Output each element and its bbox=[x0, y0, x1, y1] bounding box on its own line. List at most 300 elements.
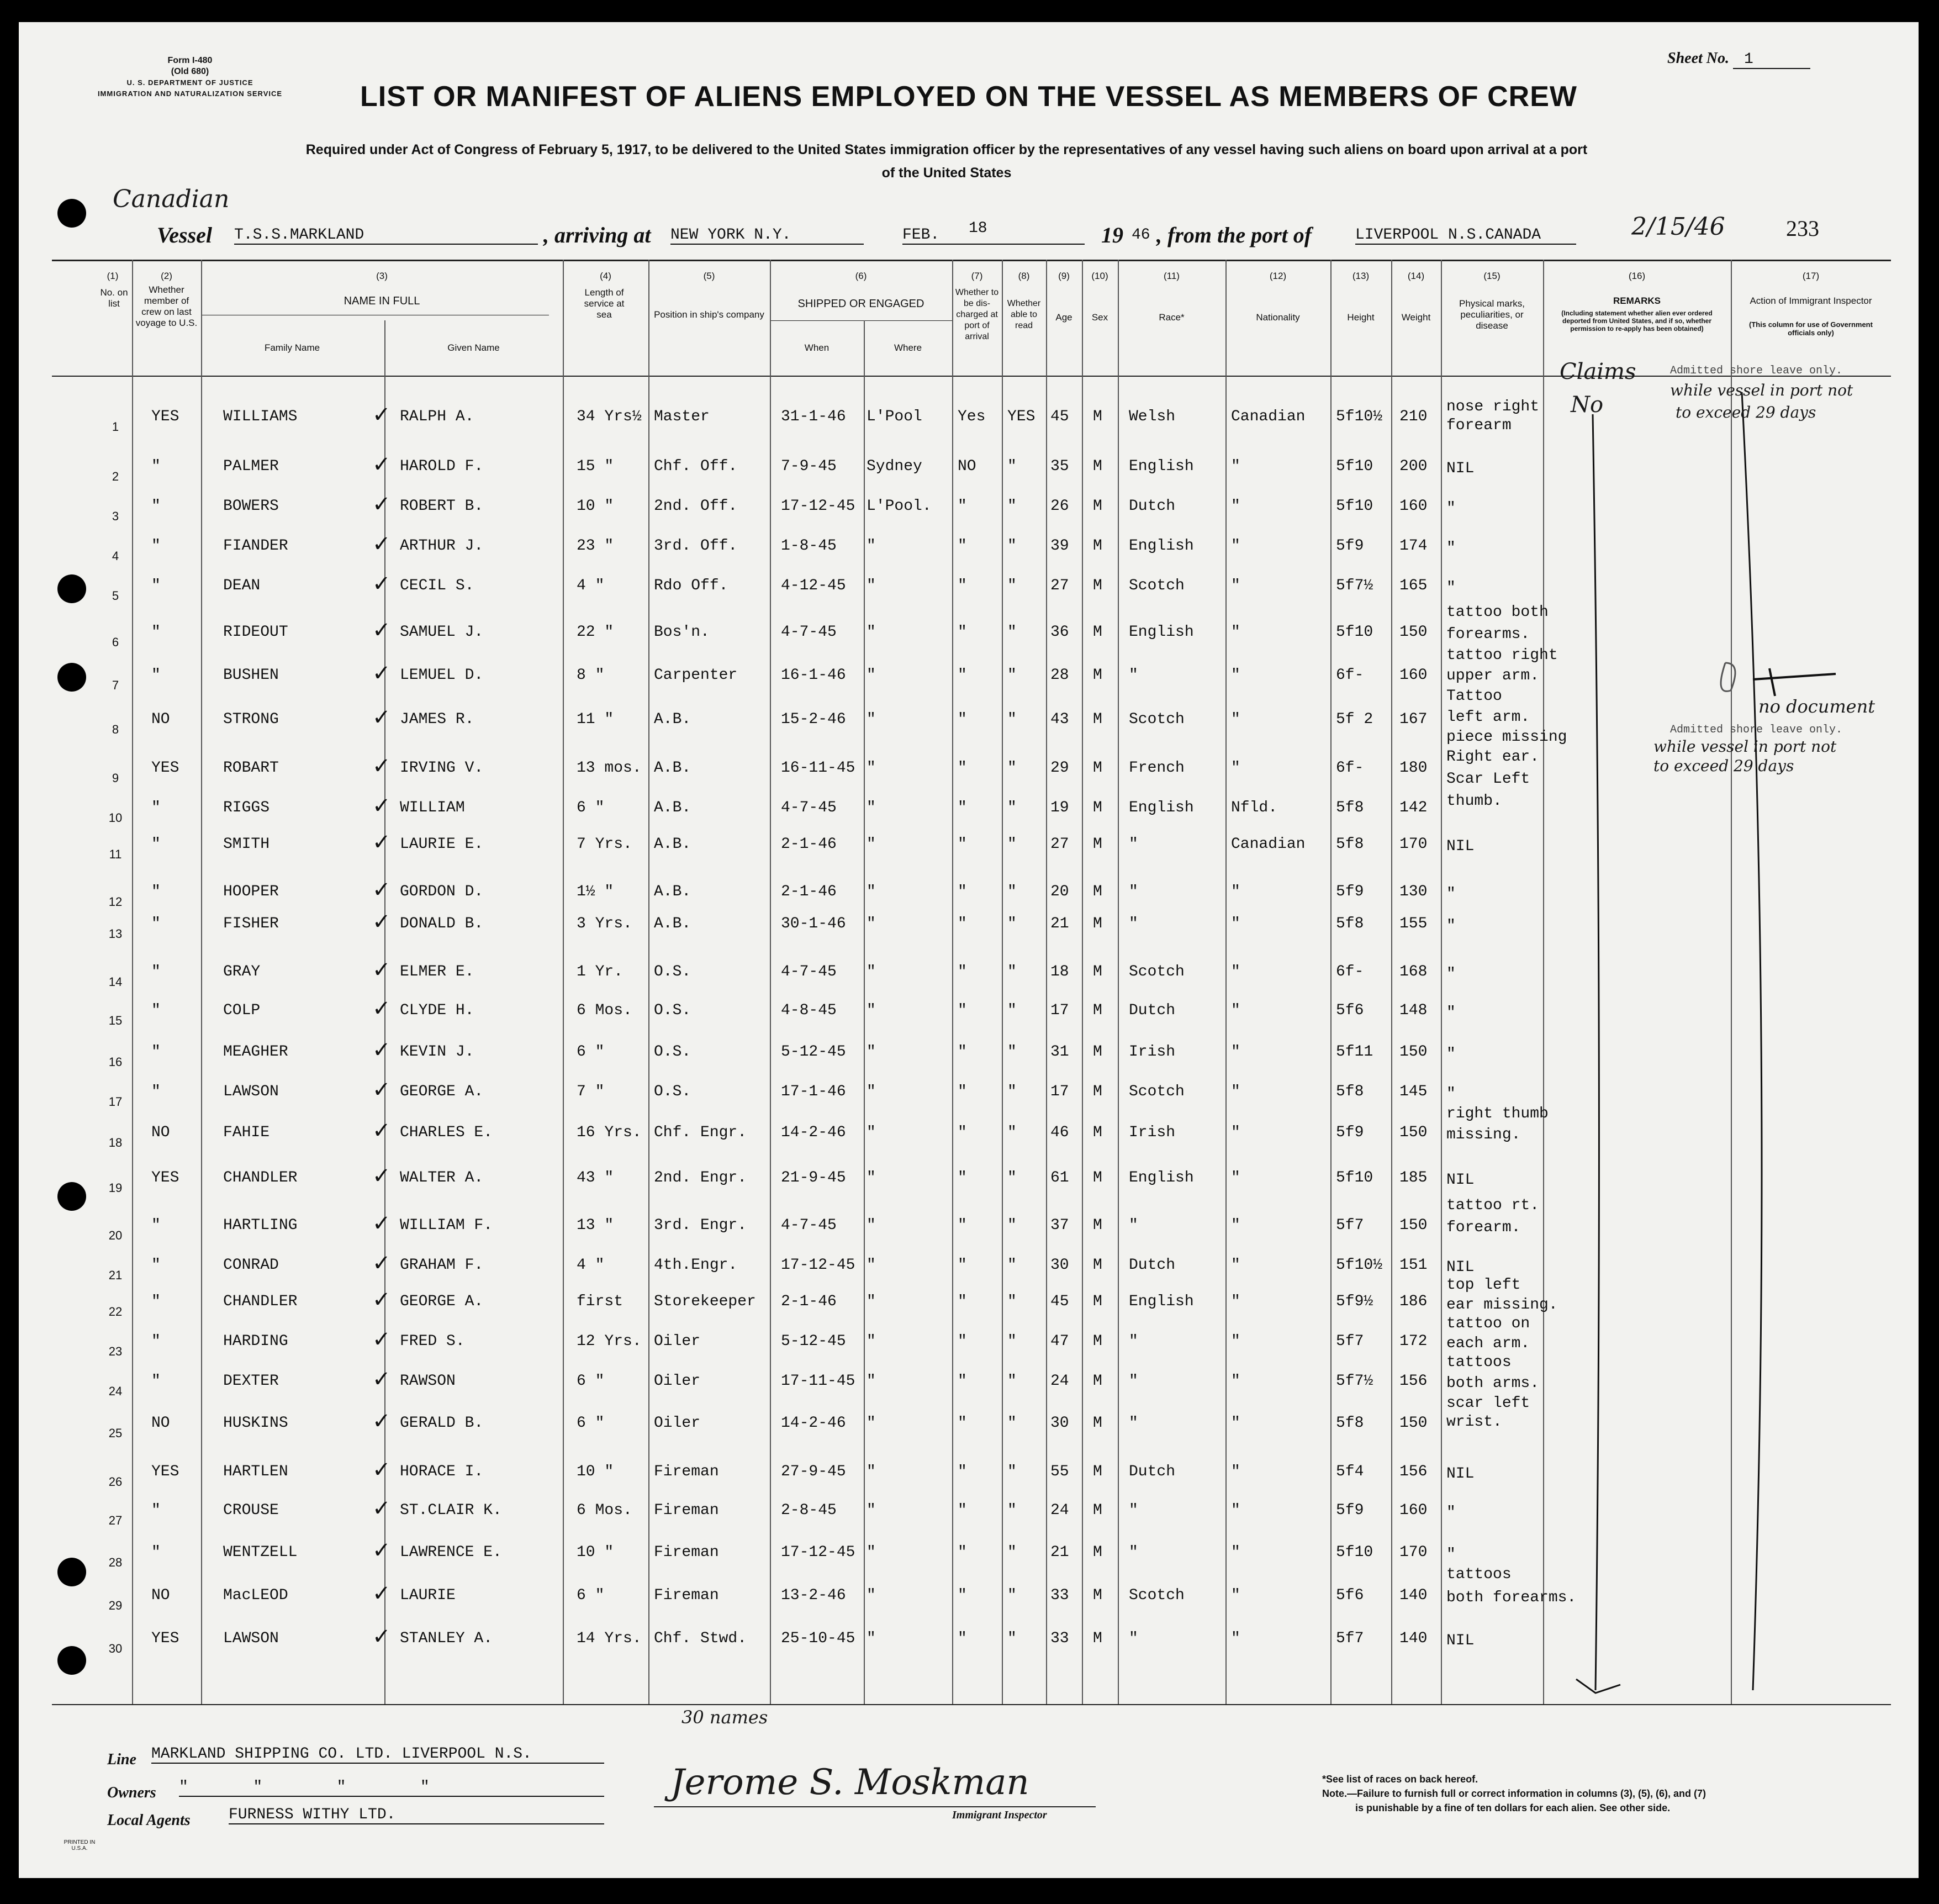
col9-header: Age bbox=[1055, 312, 1072, 323]
shipped-when: 17-1-46 bbox=[781, 1083, 846, 1100]
length-of-service: 8 " bbox=[577, 667, 605, 684]
member-on-last-voyage: " bbox=[151, 1544, 161, 1561]
member-on-last-voyage: " bbox=[151, 836, 161, 853]
family-name: HOOPER bbox=[223, 883, 279, 900]
row-number: 6 bbox=[112, 635, 119, 649]
physical-mark-line: each arm. bbox=[1446, 1335, 1530, 1352]
shipped-when: 14-2-46 bbox=[781, 1415, 846, 1432]
family-name: RIGGS bbox=[223, 799, 270, 816]
member-on-last-voyage: " bbox=[151, 963, 161, 980]
race: " bbox=[1129, 1502, 1138, 1519]
length-of-service: 12 Yrs. bbox=[577, 1333, 642, 1350]
col16-number: (16) bbox=[1628, 271, 1646, 281]
height: 5f10 bbox=[1336, 624, 1373, 641]
row-number: 11 bbox=[109, 847, 122, 861]
age: 33 bbox=[1050, 1587, 1069, 1604]
col14-header: Weight bbox=[1401, 312, 1431, 323]
weight: 150 bbox=[1399, 1043, 1428, 1061]
sex: M bbox=[1093, 1333, 1102, 1350]
row-number: 23 bbox=[108, 1344, 123, 1358]
line-label: Line bbox=[107, 1751, 136, 1768]
ship-position: A.B. bbox=[654, 799, 691, 816]
sex: M bbox=[1093, 799, 1102, 816]
col6-number: (6) bbox=[855, 271, 867, 281]
discharged-at-port: " bbox=[958, 915, 967, 932]
sex: M bbox=[1093, 760, 1102, 777]
physical-mark-line: Tattoo bbox=[1446, 688, 1502, 705]
page-subtitle bbox=[146, 138, 1747, 184]
height: 5f8 bbox=[1336, 915, 1364, 932]
ship-position: 4th.Engr. bbox=[654, 1257, 738, 1274]
length-of-service: 7 " bbox=[577, 1083, 605, 1100]
col3-given-header: Given Name bbox=[447, 342, 500, 353]
length-of-service: 6 " bbox=[577, 1587, 605, 1604]
able-to-read: " bbox=[1007, 1587, 1017, 1604]
height: 5f6 bbox=[1336, 1002, 1364, 1019]
discharged-at-port: " bbox=[958, 883, 967, 900]
shipped-where: " bbox=[867, 1169, 876, 1186]
height: 5f11 bbox=[1336, 1043, 1373, 1061]
member-on-last-voyage: " bbox=[151, 883, 161, 900]
checkmark-icon: ✓ bbox=[372, 1287, 391, 1312]
ship-position: A.B. bbox=[654, 915, 691, 932]
row-number: 20 bbox=[108, 1228, 123, 1242]
checkmark-icon: ✓ bbox=[372, 877, 391, 903]
given-name: ST.CLAIR K. bbox=[400, 1502, 502, 1519]
able-to-read: " bbox=[1007, 1043, 1017, 1061]
column-divider bbox=[1225, 260, 1227, 1704]
weight: 130 bbox=[1399, 883, 1428, 900]
printer-mark: PRINTED IN U.S.A. bbox=[64, 1839, 96, 1852]
col11-header: Race* bbox=[1159, 312, 1185, 323]
col5-number: (5) bbox=[703, 271, 715, 281]
height: 6f- bbox=[1336, 667, 1364, 684]
family-name: HARTLEN bbox=[223, 1463, 288, 1480]
age: 30 bbox=[1050, 1415, 1069, 1432]
given-name: GEORGE A. bbox=[400, 1083, 484, 1100]
length-of-service: 14 Yrs. bbox=[577, 1630, 642, 1647]
height: 5f9½ bbox=[1336, 1293, 1373, 1310]
nationality: " bbox=[1231, 1043, 1240, 1061]
length-of-service: 43 " bbox=[577, 1169, 614, 1186]
checkmark-icon: ✓ bbox=[372, 1538, 391, 1563]
column-divider bbox=[1391, 260, 1392, 1704]
physical-mark-line: NIL bbox=[1446, 460, 1475, 477]
weight: 186 bbox=[1399, 1293, 1428, 1310]
punch-hole bbox=[57, 1182, 86, 1211]
shipped-where: " bbox=[867, 963, 876, 980]
member-on-last-voyage: YES bbox=[151, 1630, 179, 1647]
checkmark-icon: ✓ bbox=[372, 1077, 391, 1103]
row-number: 5 bbox=[112, 589, 119, 603]
length-of-service: 10 " bbox=[577, 1544, 614, 1561]
discharged-at-port: " bbox=[958, 1415, 967, 1432]
ship-position: Bos'n. bbox=[654, 624, 710, 641]
age: 21 bbox=[1050, 915, 1069, 932]
row-number: 30 bbox=[108, 1642, 123, 1655]
column-divider bbox=[648, 260, 649, 1704]
race: Scotch bbox=[1129, 1083, 1185, 1100]
length-of-service: first bbox=[577, 1293, 624, 1310]
shipped-where: " bbox=[867, 1124, 876, 1141]
discharged-at-port: " bbox=[958, 498, 967, 515]
race: Dutch bbox=[1129, 498, 1176, 515]
member-on-last-voyage: " bbox=[151, 667, 161, 684]
family-name: DEXTER bbox=[223, 1373, 279, 1390]
physical-mark-line: " bbox=[1446, 1504, 1456, 1521]
sex: M bbox=[1093, 963, 1102, 980]
physical-mark-line: tattoos bbox=[1446, 1566, 1512, 1583]
discharged-at-port: " bbox=[958, 1217, 967, 1234]
weight: 155 bbox=[1399, 915, 1428, 932]
shipped-where: " bbox=[867, 799, 876, 816]
checkmark-icon: ✓ bbox=[372, 909, 391, 935]
shipped-when: 4-8-45 bbox=[781, 1002, 837, 1019]
shipped-where: " bbox=[867, 883, 876, 900]
discharged-at-port: " bbox=[958, 836, 967, 853]
col4-number: (4) bbox=[600, 271, 611, 281]
col3-family-header: Family Name bbox=[264, 342, 320, 353]
races-note: *See list of races on back hereof. bbox=[1322, 1774, 1478, 1785]
nationality: " bbox=[1231, 624, 1240, 641]
shipped-when: 15-2-46 bbox=[781, 711, 846, 728]
age: 39 bbox=[1050, 537, 1069, 555]
sex: M bbox=[1093, 1124, 1102, 1141]
ship-position: 2nd. Off. bbox=[654, 498, 738, 515]
ship-position: Chf. Engr. bbox=[654, 1124, 747, 1141]
shipped-where: " bbox=[867, 1463, 876, 1480]
old-form-number: (Old 680) bbox=[171, 67, 209, 76]
row-number: 10 bbox=[108, 811, 123, 825]
discharged-at-port: " bbox=[958, 624, 967, 641]
remarks-claims: Claims bbox=[1560, 359, 1636, 384]
checkmark-icon: ✓ bbox=[372, 1496, 391, 1521]
physical-mark-line: forearms. bbox=[1446, 626, 1530, 643]
race: " bbox=[1129, 667, 1138, 684]
able-to-read: " bbox=[1007, 836, 1017, 853]
nationality: " bbox=[1231, 667, 1240, 684]
col15-header: Physical marks, peculiarities, or disease bbox=[1459, 298, 1525, 331]
handwritten-date: 2/15/46 bbox=[1631, 213, 1725, 241]
weight: 150 bbox=[1399, 624, 1428, 641]
shipped-when: 17-12-45 bbox=[781, 1544, 855, 1561]
physical-mark-line: top left bbox=[1446, 1277, 1521, 1294]
family-name: HARTLING bbox=[223, 1217, 298, 1234]
nationality: Canadian bbox=[1231, 408, 1306, 425]
member-on-last-voyage: YES bbox=[151, 760, 179, 777]
physical-mark-line: " bbox=[1446, 1004, 1456, 1021]
shipped-where: Sydney bbox=[867, 458, 922, 475]
able-to-read: " bbox=[1007, 624, 1017, 641]
ship-position: Fireman bbox=[654, 1463, 719, 1480]
physical-mark-line: Scar Left bbox=[1446, 771, 1530, 788]
length-of-service: 1½ " bbox=[577, 883, 614, 900]
length-of-service: 13 mos. bbox=[577, 760, 642, 777]
col8-number: (8) bbox=[1018, 271, 1030, 281]
height: 5f7 bbox=[1336, 1217, 1364, 1234]
race: Dutch bbox=[1129, 1002, 1176, 1019]
length-of-service: 22 " bbox=[577, 624, 614, 641]
given-name: LEMUEL D. bbox=[400, 667, 484, 684]
height: 5f10 bbox=[1336, 498, 1373, 515]
length-of-service: 34 Yrs½ bbox=[577, 408, 642, 425]
nationality: " bbox=[1231, 711, 1240, 728]
member-on-last-voyage: " bbox=[151, 1002, 161, 1019]
sex: M bbox=[1093, 1587, 1102, 1604]
age: 21 bbox=[1050, 1544, 1069, 1561]
col2-number: (2) bbox=[161, 271, 172, 281]
age: 47 bbox=[1050, 1333, 1069, 1350]
agents-label: Local Agents bbox=[107, 1812, 191, 1829]
discharged-at-port: " bbox=[958, 537, 967, 555]
departure-port: LIVERPOOL N.S.CANADA bbox=[1355, 226, 1576, 245]
sheet-number: 1 bbox=[1733, 51, 1810, 69]
column-divider bbox=[132, 260, 133, 1704]
physical-mark-line: " bbox=[1446, 540, 1456, 557]
member-on-last-voyage: " bbox=[151, 799, 161, 816]
race: English bbox=[1129, 458, 1194, 475]
column-divider bbox=[1441, 260, 1442, 1704]
shipped-when: 21-9-45 bbox=[781, 1169, 846, 1186]
race: " bbox=[1129, 1333, 1138, 1350]
race: Welsh bbox=[1129, 408, 1176, 425]
vessel-label: Vessel bbox=[157, 223, 212, 247]
shipped-when: 4-7-45 bbox=[781, 1217, 837, 1234]
checkmark-icon: ✓ bbox=[372, 996, 391, 1021]
family-name: CHANDLER bbox=[223, 1169, 298, 1186]
discharged-at-port: " bbox=[958, 1373, 967, 1390]
checkmark-icon: ✓ bbox=[372, 618, 391, 643]
sheet-label: Sheet No. bbox=[1667, 50, 1729, 67]
checkmark-icon: ✓ bbox=[372, 793, 391, 819]
shipped-when: 5-12-45 bbox=[781, 1333, 846, 1350]
length-of-service: 6 " bbox=[577, 1043, 605, 1061]
shipped-when: 4-12-45 bbox=[781, 577, 846, 594]
physical-mark-line: forearm. bbox=[1446, 1219, 1521, 1236]
member-on-last-voyage: " bbox=[151, 1217, 161, 1234]
sex: M bbox=[1093, 537, 1102, 555]
age: 18 bbox=[1050, 963, 1069, 980]
sex: M bbox=[1093, 624, 1102, 641]
sex: M bbox=[1093, 1217, 1102, 1234]
race: English bbox=[1129, 1293, 1194, 1310]
discharged-at-port: " bbox=[958, 667, 967, 684]
physical-mark-line: both arms. bbox=[1446, 1375, 1540, 1392]
physical-mark-line: piece missing bbox=[1446, 729, 1567, 746]
family-name: WENTZELL bbox=[223, 1544, 298, 1561]
given-name: WILLIAM F. bbox=[400, 1217, 493, 1234]
age: 17 bbox=[1050, 1002, 1069, 1019]
member-on-last-voyage: " bbox=[151, 1293, 161, 1310]
length-of-service: 4 " bbox=[577, 1257, 605, 1274]
weight: 172 bbox=[1399, 1333, 1428, 1350]
checkmark-icon: ✓ bbox=[372, 1251, 391, 1276]
row-number: 18 bbox=[108, 1136, 123, 1149]
given-name: CECIL S. bbox=[400, 577, 474, 594]
length-of-service: 7 Yrs. bbox=[577, 836, 632, 853]
physical-mark-line: right thumb bbox=[1446, 1105, 1549, 1122]
from-port-label: , from the port of bbox=[1156, 223, 1312, 247]
checkmark-icon: ✓ bbox=[372, 1457, 391, 1483]
length-of-service: 6 " bbox=[577, 799, 605, 816]
ship-position: O.S. bbox=[654, 1043, 691, 1061]
shipped-where: L'Pool bbox=[867, 408, 922, 425]
family-name: LAWSON bbox=[223, 1083, 279, 1100]
height: 6f- bbox=[1336, 963, 1364, 980]
ship-position: Fireman bbox=[654, 1587, 719, 1604]
discharged-at-port: " bbox=[958, 799, 967, 816]
discharged-at-port: " bbox=[958, 1083, 967, 1100]
given-name: WILLIAM bbox=[400, 799, 465, 816]
col17-number: (17) bbox=[1802, 271, 1820, 281]
col15-number: (15) bbox=[1483, 271, 1501, 281]
family-name: BOWERS bbox=[223, 498, 279, 515]
year-prefix: 19 bbox=[1101, 223, 1123, 247]
ship-position: 2nd. Engr. bbox=[654, 1169, 747, 1186]
weight: 167 bbox=[1399, 711, 1428, 728]
height: 5f9 bbox=[1336, 1124, 1364, 1141]
row-number: 1 bbox=[112, 420, 119, 434]
shipped-where: L'Pool. bbox=[867, 498, 932, 515]
row-number: 12 bbox=[108, 895, 123, 909]
sex: M bbox=[1093, 1257, 1102, 1274]
race: " bbox=[1129, 1217, 1138, 1234]
length-of-service: 4 " bbox=[577, 577, 605, 594]
discharged-at-port: " bbox=[958, 577, 967, 594]
shipped-when: 4-7-45 bbox=[781, 963, 837, 980]
physical-mark-line: forearm bbox=[1446, 417, 1512, 434]
remarks-no: No bbox=[1571, 392, 1604, 418]
col4-header: Length of service at sea bbox=[584, 287, 625, 320]
able-to-read: " bbox=[1007, 1463, 1017, 1480]
physical-mark-line: missing. bbox=[1446, 1126, 1521, 1143]
nationality: " bbox=[1231, 577, 1240, 594]
height: 5f10 bbox=[1336, 1169, 1373, 1186]
given-name: KEVIN J. bbox=[400, 1043, 474, 1061]
age: 20 bbox=[1050, 883, 1069, 900]
discharged-at-port: " bbox=[958, 963, 967, 980]
race: Irish bbox=[1129, 1124, 1176, 1141]
shipped-when: 17-11-45 bbox=[781, 1373, 855, 1390]
nationality: " bbox=[1231, 963, 1240, 980]
height: 5f10 bbox=[1336, 458, 1373, 475]
shipped-when: 30-1-46 bbox=[781, 915, 846, 932]
shipped-where: " bbox=[867, 1257, 876, 1274]
weight: 151 bbox=[1399, 1257, 1428, 1274]
shipped-when: 31-1-46 bbox=[781, 408, 846, 425]
row-number: 29 bbox=[108, 1599, 123, 1612]
member-on-last-voyage: " bbox=[151, 577, 161, 594]
nationality: " bbox=[1231, 1257, 1240, 1274]
weight: 170 bbox=[1399, 836, 1428, 853]
row-number: 15 bbox=[108, 1014, 123, 1027]
shipped-when: 17-12-45 bbox=[781, 1257, 855, 1274]
age: 33 bbox=[1050, 1630, 1069, 1647]
nationality: " bbox=[1231, 760, 1240, 777]
height: 5f8 bbox=[1336, 836, 1364, 853]
length-of-service: 6 " bbox=[577, 1415, 605, 1432]
given-name: GRAHAM F. bbox=[400, 1257, 484, 1274]
col9-number: (9) bbox=[1058, 271, 1070, 281]
column-divider bbox=[1002, 260, 1003, 1704]
nationality: " bbox=[1231, 1373, 1240, 1390]
shipped-where: " bbox=[867, 1002, 876, 1019]
able-to-read: " bbox=[1007, 1333, 1017, 1350]
shipped-when: 13-2-46 bbox=[781, 1587, 846, 1604]
given-name: CLYDE H. bbox=[400, 1002, 474, 1019]
shipped-where: " bbox=[867, 1293, 876, 1310]
weight: 170 bbox=[1399, 1544, 1428, 1561]
able-to-read: " bbox=[1007, 1293, 1017, 1310]
able-to-read: " bbox=[1007, 1124, 1017, 1141]
physical-mark-line: " bbox=[1446, 1546, 1456, 1563]
age: 28 bbox=[1050, 667, 1069, 684]
shipped-where: " bbox=[867, 1373, 876, 1390]
weight: 150 bbox=[1399, 1124, 1428, 1141]
inspector-line bbox=[1731, 376, 1896, 1701]
length-of-service: 10 " bbox=[577, 498, 614, 515]
nationality: " bbox=[1231, 1502, 1240, 1519]
page-title: LIST OR MANIFEST OF ALIENS EMPLOYED ON THE VESSEL AS MEMBERS OF CREW bbox=[360, 81, 1577, 113]
race: " bbox=[1129, 1630, 1138, 1647]
inspector-note-1a: while vessel in port not bbox=[1670, 381, 1853, 399]
height: 5f9 bbox=[1336, 883, 1364, 900]
nationality: " bbox=[1231, 883, 1240, 900]
column-divider bbox=[1118, 260, 1119, 1704]
shipped-where: " bbox=[867, 1043, 876, 1061]
given-name: GERALD B. bbox=[400, 1415, 484, 1432]
given-name: GORDON D. bbox=[400, 883, 484, 900]
family-name: DEAN bbox=[223, 577, 261, 594]
discharged-at-port: " bbox=[958, 1544, 967, 1561]
member-on-last-voyage: NO bbox=[151, 1415, 170, 1432]
col10-header: Sex bbox=[1091, 312, 1108, 323]
row-number: 17 bbox=[108, 1095, 123, 1109]
race: Irish bbox=[1129, 1043, 1176, 1061]
shipped-where: " bbox=[867, 1630, 876, 1647]
age: 45 bbox=[1050, 1293, 1069, 1310]
sex: M bbox=[1093, 1373, 1102, 1390]
shipped-where: " bbox=[867, 1083, 876, 1100]
col7-header: Whether to be dis-charged at port of arrival bbox=[955, 288, 999, 341]
row-number: 14 bbox=[108, 975, 123, 989]
remarks-ditto-line bbox=[1543, 398, 1731, 1701]
able-to-read: " bbox=[1007, 915, 1017, 932]
col12-number: (12) bbox=[1269, 271, 1287, 281]
shipped-when: 1-8-45 bbox=[781, 537, 837, 555]
nationality: " bbox=[1231, 1415, 1240, 1432]
ship-position: Oiler bbox=[654, 1415, 701, 1432]
physical-mark-line: scar left bbox=[1446, 1395, 1530, 1412]
able-to-read: " bbox=[1007, 577, 1017, 594]
able-to-read: " bbox=[1007, 1217, 1017, 1234]
inspector-note-1b: to exceed 29 days bbox=[1676, 403, 1816, 421]
length-of-service: 6 Mos. bbox=[577, 1002, 632, 1019]
race: Scotch bbox=[1129, 1587, 1185, 1604]
discharged-at-port: " bbox=[958, 711, 967, 728]
discharged-at-port: " bbox=[958, 1124, 967, 1141]
weight: 185 bbox=[1399, 1169, 1428, 1186]
given-name: RAWSON bbox=[400, 1373, 456, 1390]
physical-mark-line: NIL bbox=[1446, 1259, 1475, 1276]
physical-mark-line: tattoo on bbox=[1446, 1315, 1530, 1332]
inspector-label: Immigrant Inspector bbox=[952, 1809, 1047, 1821]
race: English bbox=[1129, 1169, 1194, 1186]
shipped-where: " bbox=[867, 1544, 876, 1561]
age: 36 bbox=[1050, 624, 1069, 641]
age: 24 bbox=[1050, 1502, 1069, 1519]
given-name: FRED S. bbox=[400, 1333, 465, 1350]
